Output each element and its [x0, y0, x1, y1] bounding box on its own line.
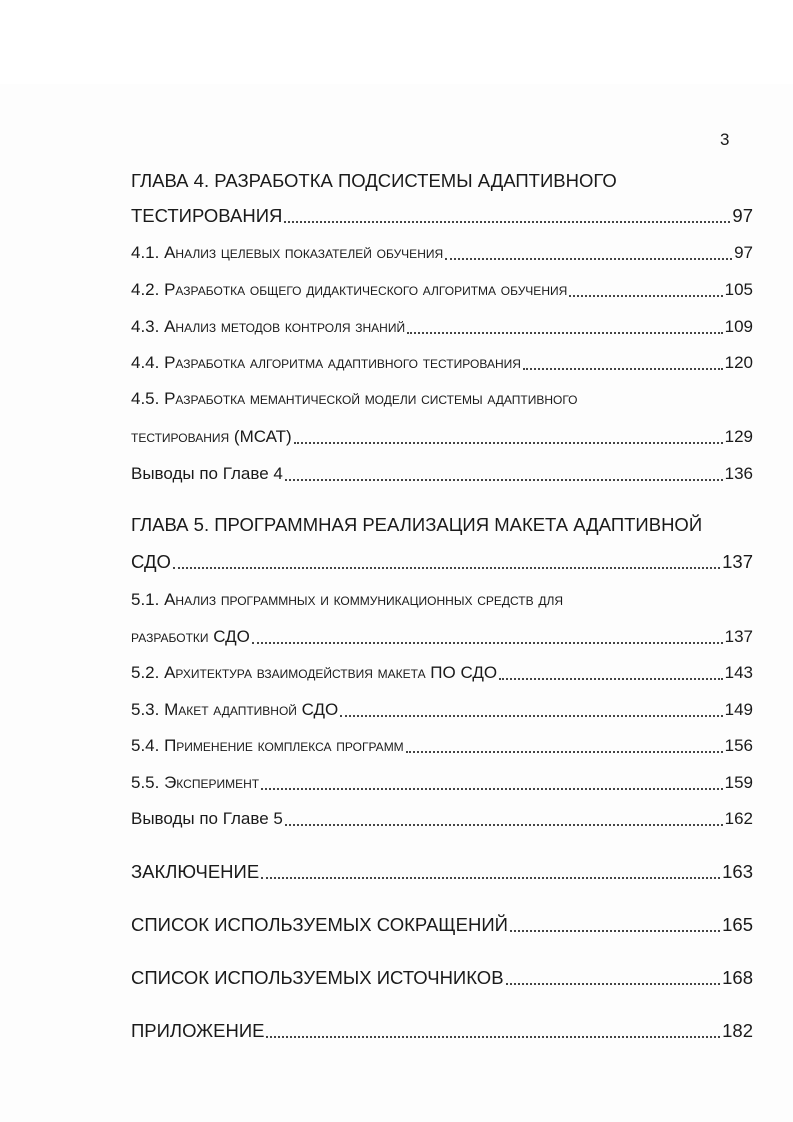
toc-entry-chapter-5[interactable] [131, 549, 753, 573]
toc-entry-title: ЗАКЛЮЧЕНИЕ [131, 861, 260, 882]
leader-dots [285, 467, 723, 481]
toc-entry-page: 156 [724, 736, 753, 755]
leader-dots [510, 918, 720, 932]
toc-entry-5-4[interactable] [131, 733, 753, 757]
toc-entry-conclusions-5[interactable] [131, 806, 753, 830]
toc-entry-page: 120 [724, 353, 753, 372]
toc-entry-references[interactable] [131, 965, 753, 989]
leader-dots [499, 666, 723, 680]
toc-entry-5-1[interactable] [131, 624, 753, 648]
toc-entry-page: 143 [724, 663, 753, 682]
chapter-4-heading-line1: ГЛАВА 4. РАЗРАБОТКА ПОДСИСТЕМЫ АДАПТИВНОГО [131, 170, 617, 191]
toc-entry-page: 168 [722, 967, 753, 988]
toc-entry-appendix[interactable] [131, 1018, 753, 1042]
toc-entry-4-1[interactable] [131, 240, 753, 264]
leader-dots [252, 630, 723, 644]
leader-dots [173, 555, 720, 569]
toc-entry-page: 159 [724, 773, 753, 792]
toc-entry-title: тестирования (МСАТ) [131, 427, 292, 446]
toc-entry-conclusions-4[interactable] [131, 461, 753, 485]
toc-entry-page: 109 [724, 317, 753, 336]
toc-entry-title: 4.2. Разработка общего дидактического алгоритма обучения [131, 280, 568, 299]
leader-dots [266, 1024, 720, 1038]
toc-entry-page: 165 [722, 914, 753, 935]
toc-entry-4-5[interactable] [131, 424, 753, 448]
toc-entry-title: СПИСОК ИСПОЛЬЗУЕМЫХ СОКРАЩЕНИЙ [131, 914, 508, 935]
leader-dots [523, 356, 723, 370]
toc-entry-4-2[interactable] [131, 277, 753, 301]
toc-entry-title: СДО [131, 551, 171, 572]
toc-entry-page: 149 [724, 700, 753, 719]
toc-entry-title: СПИСОК ИСПОЛЬЗУЕМЫХ ИСТОЧНИКОВ [131, 967, 504, 988]
toc-entry-page: 182 [722, 1020, 753, 1041]
toc-entry-5-1-line1: 5.1. Анализ программных и коммуникационных средств для [131, 590, 563, 609]
toc-entry-page: 162 [724, 809, 753, 828]
toc-entry-page: 136 [724, 464, 753, 483]
toc-entry-title: 5.3. Макет адаптивной СДО [131, 700, 339, 719]
toc-entry-5-3[interactable] [131, 697, 753, 721]
toc-entry-page: 97 [734, 243, 753, 262]
toc-entry-chapter-4[interactable] [131, 203, 753, 227]
toc-entry-title: Выводы по Главе 5 [131, 809, 283, 828]
toc-entry-page: 105 [724, 280, 753, 299]
toc-entry-title: 5.4. Применение комплекса программ [131, 736, 404, 755]
toc-entry-title: ТЕСТИРОВАНИЯ [131, 205, 283, 226]
toc-entry-page: 97 [732, 205, 753, 226]
toc-entry-title: 5.5. Эксперимент [131, 773, 260, 792]
toc-entry-title: Выводы по Главе 4 [131, 464, 283, 483]
toc-entry-page: 163 [722, 861, 753, 882]
leader-dots [445, 246, 732, 260]
page-number: 3 [720, 130, 730, 149]
toc-entry-abbreviations[interactable] [131, 912, 753, 936]
leader-dots [407, 320, 723, 334]
toc-entry-conclusion[interactable] [131, 859, 753, 883]
leader-dots [261, 776, 723, 790]
leader-dots [284, 209, 730, 223]
leader-dots [285, 812, 723, 826]
top-margin [0, 0, 793, 84]
toc-entry-title: 4.1. Анализ целевых показателей обучения [131, 243, 444, 262]
toc-entry-page: 137 [722, 551, 753, 572]
toc-entry-page: 129 [724, 427, 753, 446]
leader-dots [340, 703, 722, 717]
toc-entry-title: разработки СДО [131, 627, 250, 646]
toc-entry-title: 4.4. Разработка алгоритма адаптивного тестирования [131, 353, 521, 372]
leader-dots [294, 430, 723, 444]
chapter-5-heading-line1: ГЛАВА 5. ПРОГРАММНАЯ РЕАЛИЗАЦИЯ МАКЕТА АДАПТИВНОЙ [131, 514, 703, 535]
toc-entry-5-2[interactable] [131, 660, 753, 684]
leader-dots [569, 283, 722, 297]
toc-entry-title: 5.2. Архитектура взаимодействия макета ПО СДО [131, 663, 498, 682]
leader-dots [261, 865, 720, 879]
toc-entry-4-5-line1: 4.5. Разработка мемантической модели системы адаптивного [131, 389, 578, 408]
toc-entry-title: 4.3. Анализ методов контроля знаний [131, 317, 406, 336]
leader-dots [506, 971, 721, 985]
leader-dots [406, 739, 723, 753]
toc-entry-4-4[interactable] [131, 350, 753, 374]
toc-entry-page: 137 [724, 627, 753, 646]
toc-entry-5-5[interactable] [131, 770, 753, 794]
toc-entry-4-3[interactable] [131, 314, 753, 338]
toc-entry-title: ПРИЛОЖЕНИЕ [131, 1020, 265, 1041]
